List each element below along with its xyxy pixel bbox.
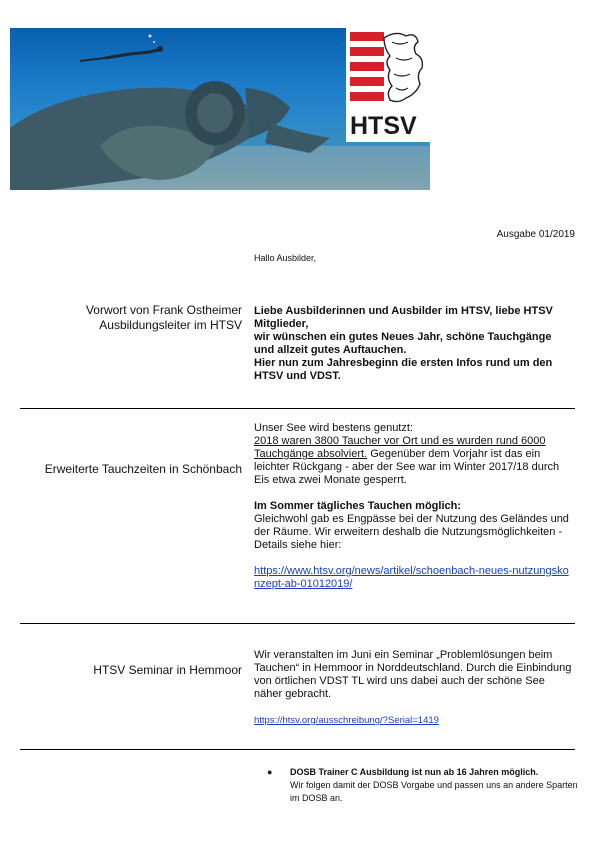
section1-stats: [254, 435, 574, 487]
foreword-line2: wir wünschen ein gutes Neues Jahr, schöne Tauchgänge und allzeit gutes Auftauchen.: [254, 331, 552, 356]
foreword-title-line1: Vorwort von Frank Ostheimer: [85, 303, 242, 317]
section2-body: [254, 649, 574, 727]
foreword-line1: Liebe Ausbilderinnen und Ausbilder im HTSV, liebe HTSV Mitglieder,: [254, 305, 553, 330]
section1-stats-rest: Gegenüber dem Vorjahr ist das ein leichter Rückgang - aber der See war im Winter 2017/18 durch Eis etwa zwei Monate gesperrt.: [254, 448, 560, 486]
bullet-text: Wir folgen damit der DOSB Vorgabe und passen uns an andere Sparten im DOSB an.: [290, 780, 578, 803]
section2-link[interactable]: https://htsv.org/ausschreibung/?Serial=1419: [254, 715, 439, 726]
bullet-list-item: [267, 766, 580, 805]
issue-number: Ausgabe 01/2019: [496, 229, 575, 240]
htsv-logo: [346, 28, 430, 142]
section1-details: Gleichwohl gab es Engpässe bei der Nutzung des Geländes und der Räume. Wir erweitern deshalb die Nutzungsmöglichkeiten - Details siehe hier:: [254, 513, 569, 551]
header-banner-photo: [10, 28, 430, 190]
section1-intro: Unser See wird bestens genutzt:: [254, 422, 413, 434]
logo-wordmark: HTSV: [350, 112, 417, 140]
lion-crest-icon: [346, 28, 430, 112]
section-divider: [20, 408, 575, 409]
greeting: Hallo Ausbilder,: [254, 253, 317, 263]
bullet-heading: DOSB Trainer C Ausbildung ist nun ab 16 Jahren möglich.: [290, 767, 539, 777]
section1-link[interactable]: https://www.htsv.org/news/artikel/schoenbach-neues-nutzungskonzept-ab-01012019/: [254, 565, 569, 590]
section1-body: [254, 422, 574, 591]
section1-bold-heading: Im Sommer tägliches Tauchen möglich:: [254, 500, 462, 512]
foreword-line3: Hier nun zum Jahresbeginn die ersten Infos rund um den HTSV und VDST.: [254, 357, 553, 382]
section1-stats-underlined: 2018 waren 3800 Taucher vor Ort und es wurden rund 6000 Tauchgänge absolviert.: [254, 435, 546, 460]
foreword-text: [254, 305, 574, 383]
section2-title: HTSV Seminar in Hemmoor: [93, 663, 242, 677]
section-divider: [20, 749, 575, 750]
bullet-icon: ●: [267, 767, 273, 777]
section2-text: Wir veranstalten im Juni ein Seminar „Problemlösungen beim Tauchen“ in Hemmoor in Norddeutschland. Durch die Einbindung von örtlichen VDST TL wird uns dabei auch der schöne See näher gebracht.: [254, 649, 572, 700]
foreword-title: [12, 303, 242, 333]
section1-title: Erweiterte Tauchzeiten in Schönbach: [44, 462, 242, 476]
section-divider: [20, 623, 575, 624]
foreword-title-line2: Ausbildungsleiter im HTSV: [99, 318, 242, 332]
